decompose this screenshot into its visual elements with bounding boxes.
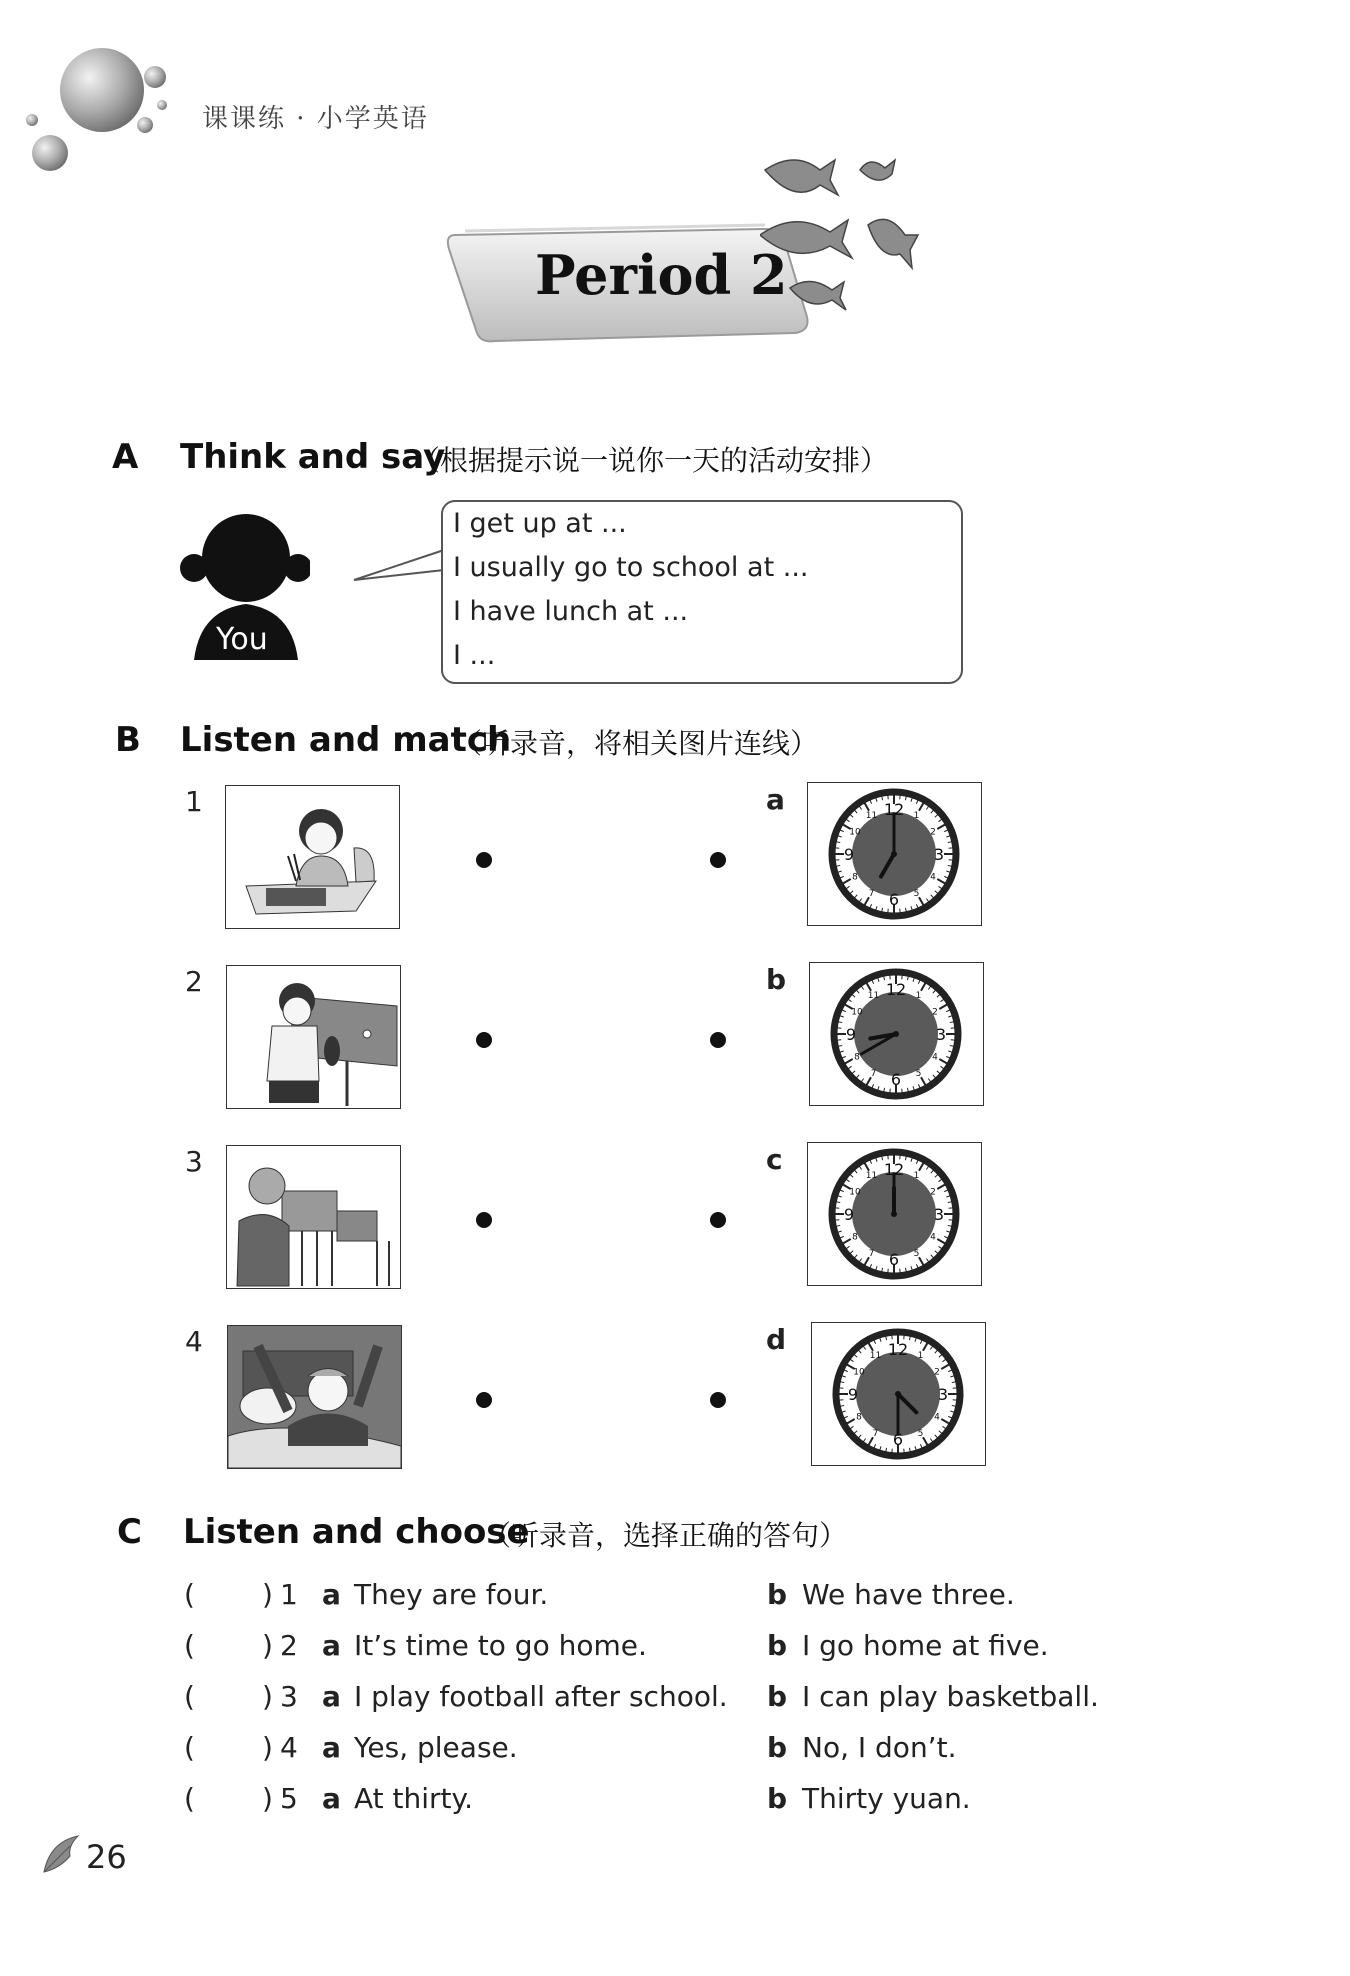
option-a-letter-1: a: [322, 1578, 341, 1611]
answer-blank-close-1: ): [262, 1578, 273, 1611]
section-a-letter: A: [112, 437, 139, 477]
speech-line-4: I ...: [453, 640, 496, 671]
clock-numeral: 8: [854, 1052, 860, 1063]
fish-decoration: [760, 150, 920, 325]
option-b-letter-2: b: [767, 1629, 788, 1662]
you-label: You: [216, 622, 268, 657]
clock-center: [891, 851, 897, 857]
clock-letter-b: b: [766, 963, 787, 996]
question-number-2: 2: [280, 1629, 298, 1662]
clock-numeral: 1: [913, 811, 920, 822]
question-number-5: 5: [280, 1782, 298, 1815]
clock-letter-c: c: [766, 1143, 783, 1176]
question-number-1: 1: [280, 1578, 298, 1611]
clock-numeral: 2: [934, 1367, 940, 1378]
section-b-title: Listen and match: [180, 720, 512, 760]
answer-blank-open-2[interactable]: (: [184, 1629, 195, 1662]
answer-blank-open-1[interactable]: (: [184, 1578, 195, 1611]
match-dot-left-2[interactable]: [476, 1032, 492, 1048]
answer-blank-open-4[interactable]: (: [184, 1731, 195, 1764]
clock-numeral: 4: [932, 1052, 938, 1063]
option-a-text-3[interactable]: I play football after school.: [354, 1680, 728, 1713]
clock-numeral: 5: [915, 1068, 922, 1079]
book-title: 课课练 · 小学英语: [202, 104, 429, 134]
section-c-title: Listen and choose: [183, 1512, 530, 1552]
match-dot-left-3[interactable]: [476, 1212, 492, 1228]
clock-numeral: 8: [852, 1232, 858, 1243]
question-number-3: 3: [280, 1680, 298, 1713]
option-b-text-5[interactable]: Thirty yuan.: [802, 1782, 971, 1815]
clock-numeral: 4: [934, 1412, 940, 1423]
clock-numeral: 10: [853, 1367, 865, 1378]
clock-numeral: 6: [888, 890, 900, 909]
clock-frame-c: [807, 1142, 982, 1286]
option-a-text-1[interactable]: They are four.: [354, 1578, 549, 1611]
clock-numeral: 9: [843, 845, 855, 864]
option-a-text-4[interactable]: Yes, please.: [354, 1731, 518, 1764]
picture-boy-going-to-school: [226, 1145, 401, 1289]
clock-numeral: 5: [913, 1248, 920, 1259]
option-a-letter-3: a: [322, 1680, 341, 1713]
clock-b-icon: [810, 963, 983, 1105]
option-b-text-3[interactable]: I can play basketball.: [802, 1680, 1099, 1713]
clock-numeral: 11: [865, 811, 878, 822]
option-a-letter-2: a: [322, 1629, 341, 1662]
option-b-text-4[interactable]: No, I don’t.: [802, 1731, 957, 1764]
clock-frame-a: [807, 782, 982, 926]
clock-numeral: 4: [930, 1232, 936, 1243]
clock-numeral: 3: [933, 1205, 945, 1224]
option-b-letter-5: b: [767, 1782, 788, 1815]
clock-numeral: 12: [883, 1160, 905, 1179]
clock-a-icon: [808, 783, 981, 925]
picture-number-2: 2: [185, 965, 203, 998]
page-number: 26: [86, 1838, 127, 1876]
option-b-text-2[interactable]: I go home at five.: [802, 1629, 1049, 1662]
clock-numeral: 11: [865, 1171, 878, 1182]
answer-blank-close-2: ): [262, 1629, 273, 1662]
clock-frame-b: [809, 962, 984, 1106]
picture-girl-eating: [225, 785, 400, 929]
option-a-letter-4: a: [322, 1731, 341, 1764]
clock-numeral: 9: [845, 1025, 857, 1044]
clock-numeral: 5: [917, 1428, 924, 1439]
clock-letter-a: a: [766, 783, 785, 816]
clock-numeral: 12: [883, 800, 905, 819]
option-b-letter-3: b: [767, 1680, 788, 1713]
clock-numeral: 3: [935, 1025, 947, 1044]
answer-blank-open-5[interactable]: (: [184, 1782, 195, 1815]
answer-blank-close-3: ): [262, 1680, 273, 1713]
clock-numeral: 1: [915, 991, 922, 1002]
speech-tail: [352, 548, 447, 584]
bubbles-decoration: [20, 45, 170, 175]
match-dot-right-b[interactable]: [710, 1032, 726, 1048]
option-a-text-2[interactable]: It’s time to go home.: [354, 1629, 647, 1662]
option-b-letter-1: b: [767, 1578, 788, 1611]
clock-numeral: 12: [885, 980, 907, 999]
clock-numeral: 11: [869, 1351, 882, 1362]
clock-numeral: 2: [930, 827, 936, 838]
clock-c-icon: [808, 1143, 981, 1285]
option-b-text-1[interactable]: We have three.: [802, 1578, 1015, 1611]
clock-center: [893, 1031, 899, 1037]
match-dot-right-c[interactable]: [710, 1212, 726, 1228]
clock-center: [895, 1391, 901, 1397]
clock-numeral: 7: [870, 1068, 877, 1079]
match-dot-left-4[interactable]: [476, 1392, 492, 1408]
option-a-letter-5: a: [322, 1782, 341, 1815]
picture-number-1: 1: [185, 785, 203, 818]
clock-center: [891, 1211, 897, 1217]
clock-numeral: 6: [888, 1250, 900, 1269]
option-a-text-5[interactable]: At thirty.: [354, 1782, 474, 1815]
speech-line-3: I have lunch at ...: [453, 596, 689, 627]
clock-numeral: 10: [851, 1007, 863, 1018]
clock-numeral: 3: [937, 1385, 949, 1404]
answer-blank-close-5: ): [262, 1782, 273, 1815]
leaf-icon: [40, 1832, 84, 1876]
match-dot-right-d[interactable]: [710, 1392, 726, 1408]
clock-numeral: 10: [849, 1187, 861, 1198]
clock-numeral: 1: [913, 1171, 920, 1182]
clock-d-icon: [812, 1323, 985, 1465]
match-dot-left-1[interactable]: [476, 852, 492, 868]
clock-numeral: 2: [930, 1187, 936, 1198]
option-b-letter-4: b: [767, 1731, 788, 1764]
section-b-instruction: （听录音，将相关图片连线）: [454, 727, 819, 760]
picture-number-4: 4: [185, 1325, 203, 1358]
clock-numeral: 9: [847, 1385, 859, 1404]
question-number-4: 4: [280, 1731, 298, 1764]
answer-blank-open-3[interactable]: (: [184, 1680, 195, 1713]
section-c-letter: C: [117, 1512, 142, 1552]
clock-numeral: 11: [867, 991, 880, 1002]
answer-blank-close-4: ): [262, 1731, 273, 1764]
clock-numeral: 6: [892, 1430, 904, 1449]
clock-numeral: 7: [868, 1248, 875, 1259]
clock-numeral: 5: [913, 888, 920, 899]
clock-numeral: 12: [887, 1340, 909, 1359]
clock-numeral: 4: [930, 872, 936, 883]
section-c-instruction: （听录音，选择正确的答句）: [483, 1519, 848, 1552]
clock-letter-d: d: [766, 1323, 787, 1356]
clock-frame-d: [811, 1322, 986, 1466]
match-dot-right-a[interactable]: [710, 852, 726, 868]
clock-numeral: 2: [932, 1007, 938, 1018]
picture-boy-table-tennis: [226, 965, 401, 1109]
clock-numeral: 7: [868, 888, 875, 899]
clock-numeral: 8: [852, 872, 858, 883]
speech-line-1: I get up at ...: [453, 508, 627, 539]
picture-boy-getting-up: [227, 1325, 402, 1469]
section-b-letter: B: [115, 720, 141, 760]
page-title: Period 2: [535, 243, 788, 307]
section-a-instruction: （根据提示说一说你一天的活动安排）: [412, 444, 889, 477]
clock-numeral: 6: [890, 1070, 902, 1089]
speech-line-2: I usually go to school at ...: [453, 552, 809, 583]
clock-numeral: 7: [872, 1428, 879, 1439]
clock-numeral: 9: [843, 1205, 855, 1224]
clock-numeral: 3: [933, 845, 945, 864]
clock-numeral: 8: [856, 1412, 862, 1423]
clock-numeral: 1: [917, 1351, 924, 1362]
clock-numeral: 10: [849, 827, 861, 838]
section-a-title: Think and say: [180, 437, 446, 477]
picture-number-3: 3: [185, 1145, 203, 1178]
